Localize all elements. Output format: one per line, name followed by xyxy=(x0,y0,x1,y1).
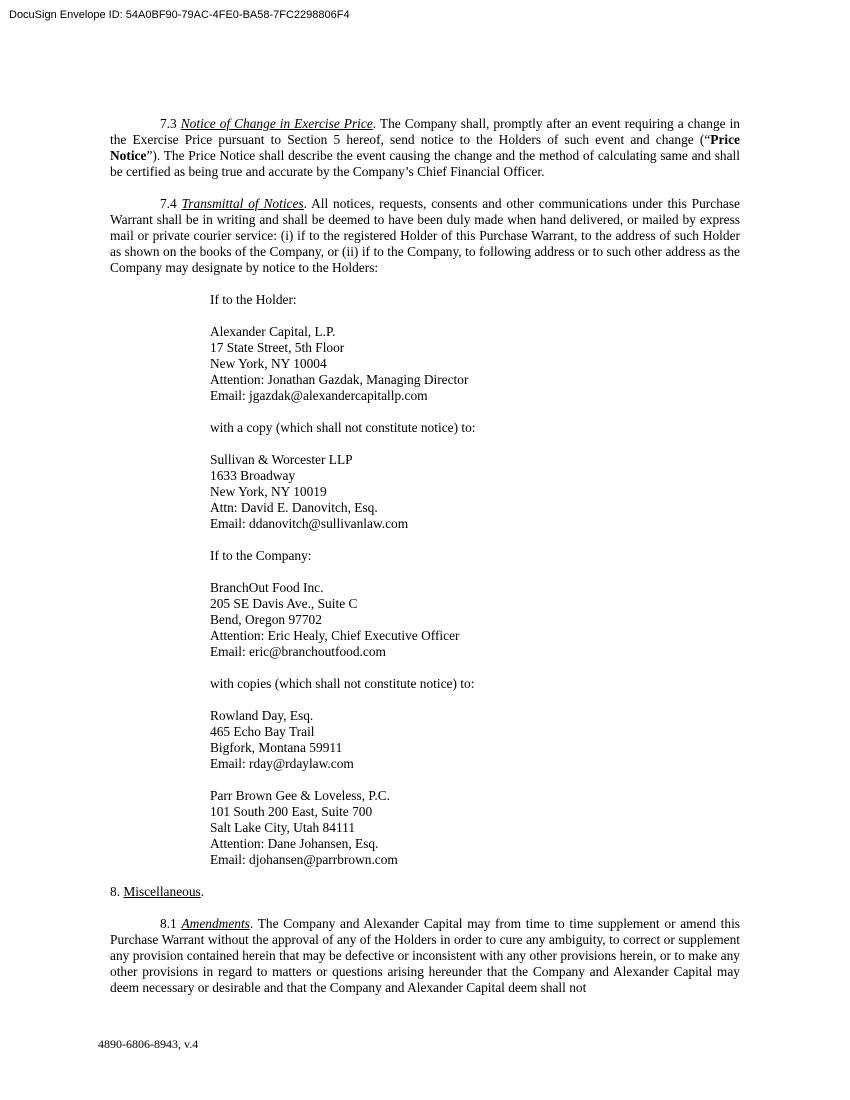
document-body xyxy=(110,116,740,996)
address-line: 17 State Street, 5th Floor xyxy=(210,340,345,355)
address-line: Alexander Capital, L.P. xyxy=(210,324,336,339)
company-label: If to the Company: xyxy=(210,548,312,563)
address-line: New York, NY 10004 xyxy=(210,356,327,371)
section-8-period: . xyxy=(200,884,205,899)
address-email: Email: eric@branchoutfood.com xyxy=(210,644,386,659)
holder-copy-label: with a copy (which shall not constitute notice) to: xyxy=(210,420,476,435)
address-email: Email: ddanovitch@sullivanlaw.com xyxy=(210,516,409,531)
address-email: Email: djohansen@parrbrown.com xyxy=(210,852,398,867)
defined-term-price-notice: Price Notice xyxy=(110,132,740,163)
section-7-3 xyxy=(110,116,740,180)
address-line: 465 Echo Bay Trail xyxy=(210,724,315,739)
section-7-3-title: Notice of Change in Exercise Price xyxy=(180,116,373,131)
address-email: Email: rday@rdaylaw.com xyxy=(210,756,354,771)
address-line: BranchOut Food Inc. xyxy=(210,580,324,595)
section-8-title: Miscellaneous xyxy=(123,884,201,899)
company-copies-label: with copies (which shall not constitute notice) to: xyxy=(210,676,475,691)
address-line: Attention: Eric Healy, Chief Executive Officer xyxy=(210,628,460,643)
address-line: Parr Brown Gee & Loveless, P.C. xyxy=(210,788,391,803)
document-footer-id: 4890-6806-8943, v.4 xyxy=(98,1037,199,1051)
notice-addresses xyxy=(210,292,740,868)
address-line: New York, NY 10019 xyxy=(210,484,327,499)
section-7-4-number: 7.4 xyxy=(160,196,182,211)
section-7-4 xyxy=(110,196,740,276)
address-line: Bigfork, Montana 59911 xyxy=(210,740,343,755)
docusign-envelope-id: DocuSign Envelope ID: 54A0BF90-79AC-4FE0-BA58-7FC2298806F4 xyxy=(9,9,350,21)
section-8-number: 8. xyxy=(110,884,124,899)
section-7-3-number: 7.3 xyxy=(160,116,181,131)
section-8-1-number: 8.1 xyxy=(160,916,182,931)
address-line: Bend, Oregon 97702 xyxy=(210,612,322,627)
section-8-1 xyxy=(110,916,740,996)
section-7-3-text-1: . The Company shall, promptly after an event requiring a change in the Exercise Price pursuant to Section 5 hereof, send notice to the Holders of such event and change (“ xyxy=(110,116,741,147)
address-email: Email: jgazdak@alexandercapitallp.com xyxy=(210,388,428,403)
address-line: Attention: Jonathan Gazdak, Managing Director xyxy=(210,372,469,387)
address-line: Salt Lake City, Utah 84111 xyxy=(210,820,356,835)
section-7-4-text: . All notices, requests, consents and other communications under this Purchase Warrant shall be in writing and shall be deemed to have been duly made when hand delivered, or mailed by express mail or private courier service: (i) if to the registered Holder of this Purchase Warrant, to the address of such Holder as shown on the books of the Company, or (ii) if to the Company, to following address or to such other address as the Company may designate by notice to the Holders: xyxy=(110,196,740,275)
address-line: 1633 Broadway xyxy=(210,468,296,483)
address-line: 205 SE Davis Ave., Suite C xyxy=(210,596,358,611)
section-8-1-title: Amendments xyxy=(181,916,250,931)
section-8-heading xyxy=(110,884,740,900)
holder-address xyxy=(210,324,740,404)
company-copy-1-address xyxy=(210,708,740,772)
section-7-4-title: Transmittal of Notices xyxy=(181,196,304,211)
holder-label: If to the Holder: xyxy=(210,292,297,307)
address-line: 101 South 200 East, Suite 700 xyxy=(210,804,373,819)
section-7-3-text-2: ”). The Price Notice shall describe the event causing the change and the method of calculating same and shall be certified as being true and accurate by the Company’s Chief Financial Officer. xyxy=(110,148,740,179)
address-line: Attn: David E. Danovitch, Esq. xyxy=(210,500,378,515)
address-line: Attention: Dane Johansen, Esq. xyxy=(210,836,379,851)
company-copy-2-address xyxy=(210,788,740,868)
holder-copy-address xyxy=(210,452,740,532)
address-line: Sullivan & Worcester LLP xyxy=(210,452,353,467)
address-line: Rowland Day, Esq. xyxy=(210,708,314,723)
section-8-1-text: . The Company and Alexander Capital may from time to time supplement or amend this Purchase Warrant without the approval of any of the Holders in order to cure any ambiguity, to correct or supplement any provision contained herein that may be defective or inconsistent with any other provisions herein, or to make any other provisions in regard to matters or questions arising hereunder that the Company and Alexander Capital may deem necessary or desirable and that the Company and Alexander Capital deem shall not xyxy=(110,916,740,995)
company-address xyxy=(210,580,740,660)
